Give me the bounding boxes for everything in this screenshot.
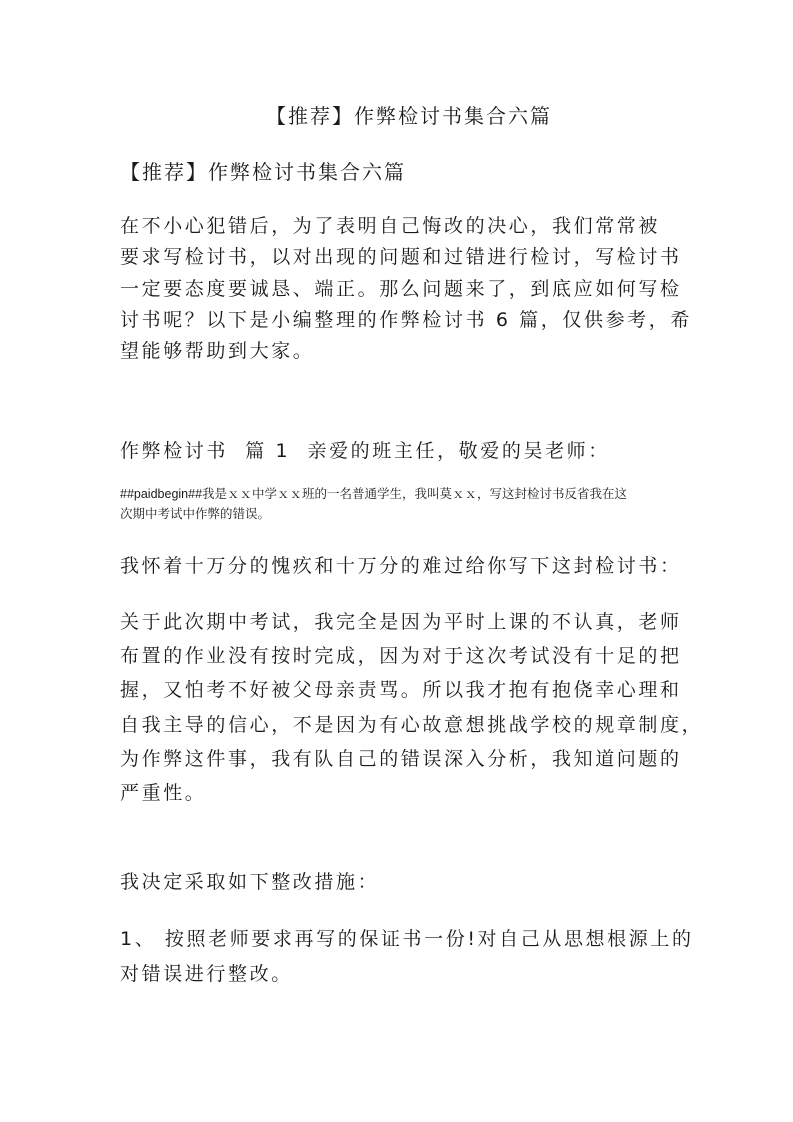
intro-line: 要求写检讨书，以对出现的问题和过错进行检讨，写检讨书 [120,246,682,269]
measures-heading-text: 我决定采取如下整改措施： [120,871,380,893]
small-print-line: 次期中考试中作弊的错误。 [120,506,271,521]
intro-line: 一定要态度要诚恳、端正。那么问题来了，到底应如何写检 [120,277,682,300]
reason-line: 为作弊这件事，我有队自己的错误深入分析，我知道问题的 [120,747,682,770]
measure-item-1 [120,922,694,992]
measure-item-line: 对错误进行整改。 [120,963,293,985]
paid-marker: ##paidbegin## [120,487,203,501]
intro-line: 在不小心犯错后，为了表明自己悔改的决心，我们常常被 [120,215,661,237]
section-1-heading [120,436,680,466]
measure-item-line: 1、 按照老师要求再写的保证书一份!对自己从思想根源上的 [120,928,694,950]
reason-line: 关于此次期中考试，我完全是因为平时上课的不认真，老师 [120,611,682,633]
reason-line: 严重性。 [120,781,207,804]
feeling-paragraph [120,551,680,581]
reason-paragraph [120,605,704,810]
small-print-line [120,484,680,504]
measures-heading [120,867,680,897]
feeling-line: 我怀着十万分的愧疚和十万分的难过给你写下这封检讨书： [120,555,682,577]
reason-line: 自我主导的信心，不是因为有心故意想挑战学校的规章制度， [120,713,704,736]
intro-paragraph [120,211,692,367]
small-print-text: 我是ｘｘ中学ｘｘ班的一名普通学生，我叫莫ｘｘ，写这封检讨书反省我在这 [202,486,628,501]
intro-line: 望能够帮助到大家。 [120,340,315,363]
section-heading-text: 作弊检讨书 篇 1 亲爱的班主任，敬爱的吴老师： [120,440,610,462]
reason-line: 布置的作业没有按时完成，因为对于这次考试没有十足的把 [120,645,682,668]
small-print-paragraph [120,484,680,524]
document-subtitle: 【推荐】作弊检讨书集合六篇 [120,160,406,184]
document-title: 【推荐】作弊检讨书集合六篇 [266,104,552,128]
reason-line: 握，又怕考不好被父母亲责骂。所以我才抱有抱侥幸心理和 [120,679,682,702]
intro-line: 讨书呢？以下是小编整理的作弊检讨书 6 篇，仅供参考，希 [120,308,692,331]
